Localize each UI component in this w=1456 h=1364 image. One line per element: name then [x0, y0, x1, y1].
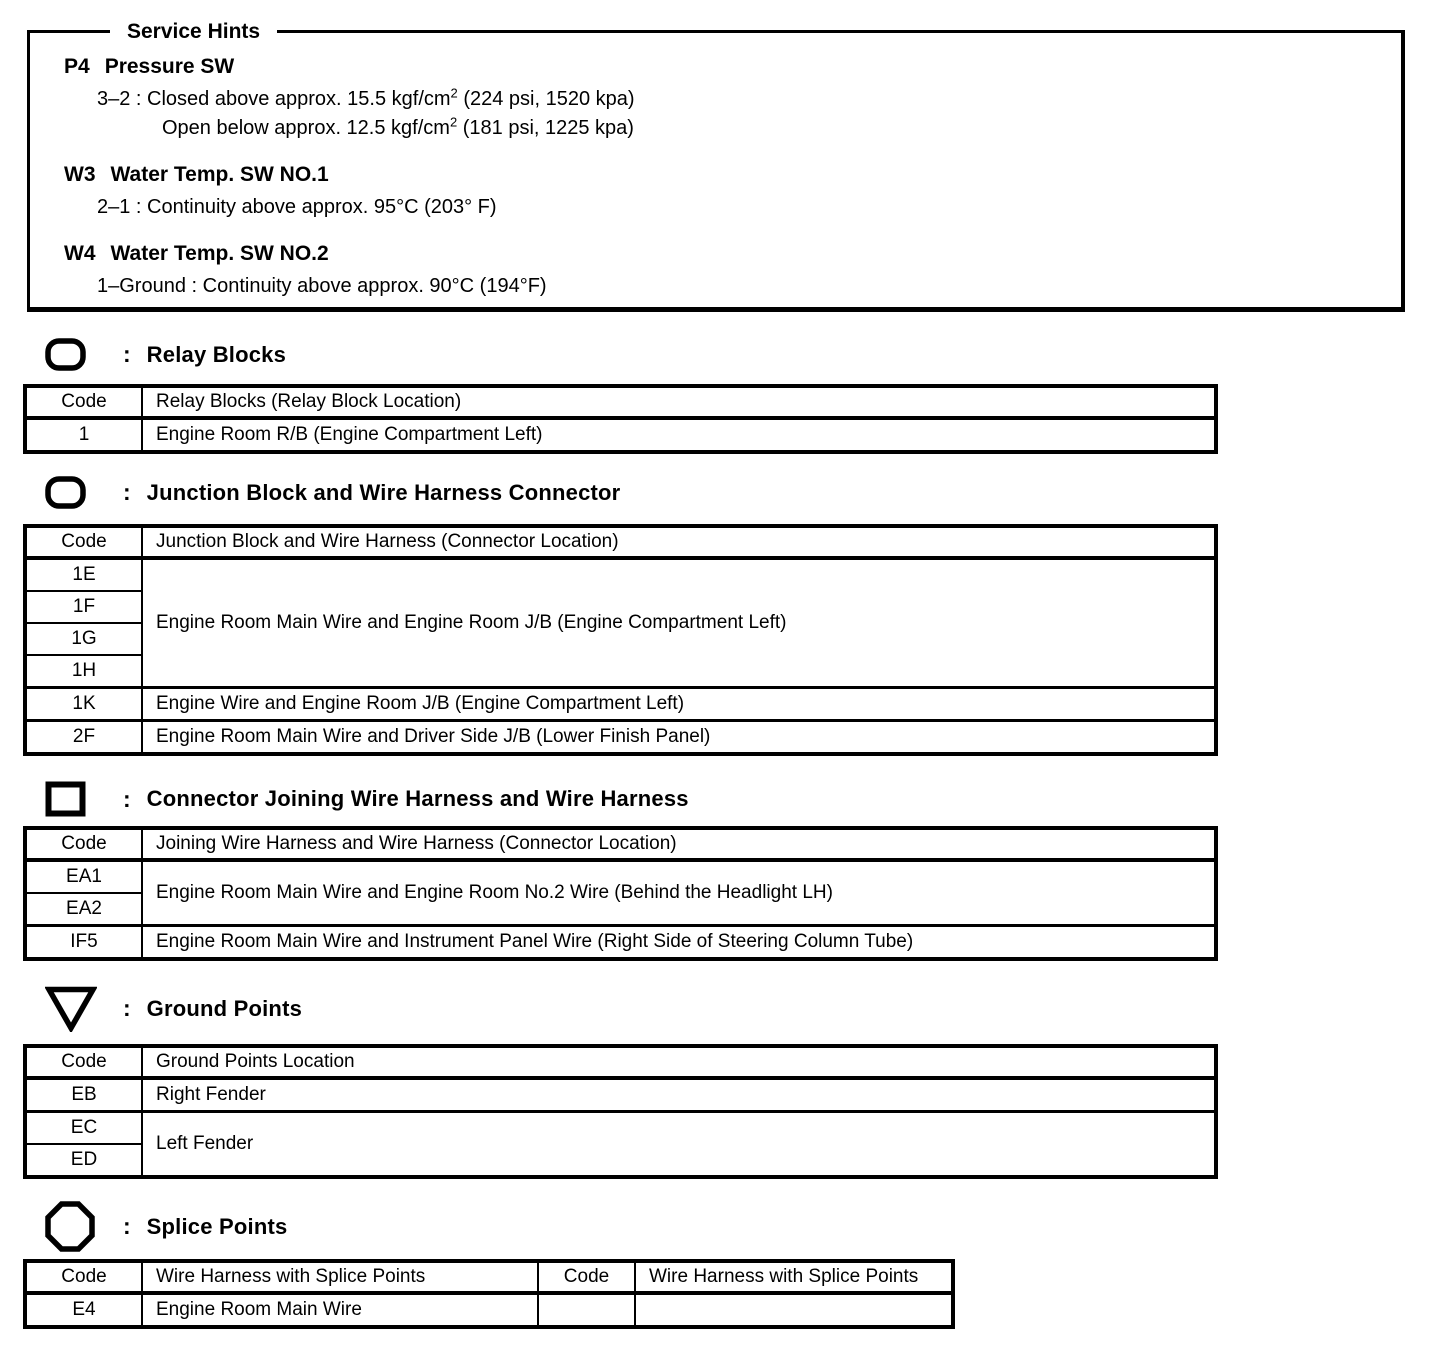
hint-item — [64, 240, 1401, 301]
section-title: Splice Points — [146, 1213, 288, 1239]
section-heading — [45, 1201, 1456, 1252]
colon-separator: : — [123, 1213, 131, 1239]
description-cell: Engine Room Main Wire and Engine Room No.2 Wire (Behind the Headlight LH) — [142, 860, 1216, 926]
code-cell: IF5 — [25, 926, 142, 960]
code-cell: 1E — [25, 558, 142, 591]
colon-separator: : — [123, 479, 131, 505]
table-row — [25, 860, 1216, 893]
table-row — [25, 926, 1216, 960]
table-row — [25, 1293, 953, 1327]
column-header: Wire Harness with Splice Points — [635, 1261, 953, 1293]
column-header: Code — [25, 1046, 142, 1078]
section-title: Junction Block and Wire Harness Connector — [146, 479, 621, 505]
table-row — [25, 1112, 1216, 1145]
code-cell: 2F — [25, 721, 142, 755]
section-title: Relay Blocks — [146, 341, 287, 367]
hint-line: Open below approx. 12.5 kgf/$cm^2$ (181 psi, 1225 kpa) — [162, 114, 634, 139]
section-heading — [45, 338, 1456, 371]
service-hints-title: Service Hints — [110, 18, 277, 46]
code-cell: EA1 — [25, 860, 142, 893]
hint-code: W4 — [64, 242, 96, 265]
hint-line: 2–1 : Continuity above approx. 95°C (203° F) — [97, 196, 497, 218]
section-connector-joining — [0, 781, 1456, 961]
description-cell: Engine Room R/B (Engine Compartment Left) — [142, 418, 1216, 452]
section-junction-block — [0, 476, 1456, 756]
description-cell: Engine Room Main Wire and Instrument Panel Wire (Right Side of Steering Column Tube) — [142, 926, 1216, 960]
section-heading — [45, 476, 1456, 509]
header-row — [25, 386, 1216, 418]
header-row — [25, 1261, 953, 1293]
code-cell: EC — [25, 1112, 142, 1145]
service-hints-content — [64, 53, 1401, 301]
description-cell: Engine Wire and Engine Room J/B (Engine Compartment Left) — [142, 688, 1216, 721]
code-cell: EA2 — [25, 893, 142, 926]
service-hints-box — [27, 20, 1405, 312]
hint-line: 1–Ground : Continuity above approx. 90°C (194°F) — [97, 275, 547, 297]
colon-separator: : — [123, 785, 131, 812]
header-row — [25, 1046, 1216, 1078]
junction-block-table — [23, 524, 1218, 756]
table-row — [25, 418, 1216, 452]
column-header: Relay Blocks (Relay Block Location) — [142, 386, 1216, 418]
hint-code: P4 — [64, 55, 90, 78]
column-header: Code — [25, 828, 142, 860]
description-cell: Left Fender — [142, 1112, 1216, 1178]
section-title: Connector Joining Wire Harness and Wire Harness — [146, 786, 689, 811]
hint-code: W3 — [64, 163, 96, 186]
section-relay-blocks — [0, 338, 1456, 454]
column-header: Code — [25, 386, 142, 418]
column-header: Ground Points Location — [142, 1046, 1216, 1078]
table-row — [25, 721, 1216, 755]
section-title: Ground Points — [146, 995, 303, 1021]
triangle-down-icon — [45, 985, 97, 1032]
hint-name: Water Temp. SW NO.1 — [110, 163, 329, 186]
code-cell: 1 — [25, 418, 142, 452]
code-cell: ED — [25, 1144, 142, 1177]
colon-separator: : — [123, 341, 131, 367]
square-icon — [45, 781, 97, 817]
code-cell — [538, 1293, 635, 1327]
header-row — [25, 526, 1216, 558]
header-row — [25, 828, 1216, 860]
relay-blocks-table — [23, 384, 1218, 454]
page-root — [0, 20, 1456, 1364]
ground-points-table — [23, 1044, 1218, 1179]
table-row — [25, 1078, 1216, 1112]
hint-item — [64, 53, 1401, 143]
rounded-rect-icon — [45, 476, 97, 509]
splice-points-table — [23, 1259, 955, 1329]
code-cell: 1K — [25, 688, 142, 721]
description-cell: Engine Room Main Wire and Engine Room J/B (Engine Compartment Left) — [142, 558, 1216, 688]
description-cell: Engine Room Main Wire — [142, 1293, 538, 1327]
section-splice-points — [0, 1201, 1456, 1329]
column-header: Wire Harness with Splice Points — [142, 1261, 538, 1293]
section-heading — [45, 985, 1456, 1032]
code-cell: 1H — [25, 655, 142, 688]
column-header: Junction Block and Wire Harness (Connector Location) — [142, 526, 1216, 558]
description-cell: Right Fender — [142, 1078, 1216, 1112]
hint-heading — [64, 161, 1401, 188]
code-cell: E4 — [25, 1293, 142, 1327]
colon-separator: : — [123, 995, 131, 1021]
rounded-rect-icon — [45, 338, 97, 371]
description-cell — [635, 1293, 953, 1327]
hint-line: 3–2 : Closed above approx. 15.5 kgf/$cm^2$ (224 psi, 1520 kpa) — [97, 85, 635, 110]
section-ground-points — [0, 985, 1456, 1179]
column-header: Code — [25, 526, 142, 558]
octagon-icon — [45, 1201, 97, 1252]
symbol-legend-sections — [0, 338, 1456, 1329]
hint-item — [64, 161, 1401, 222]
code-cell: 1G — [25, 623, 142, 655]
column-header: Code — [538, 1261, 635, 1293]
column-header: Joining Wire Harness and Wire Harness (Connector Location) — [142, 828, 1216, 860]
section-heading — [45, 781, 1456, 817]
code-cell: 1F — [25, 591, 142, 623]
description-cell: Engine Room Main Wire and Driver Side J/B (Lower Finish Panel) — [142, 721, 1216, 755]
hint-heading — [64, 240, 1401, 267]
hint-name: Pressure SW — [104, 55, 235, 78]
connector-joining-table — [23, 826, 1218, 961]
table-row — [25, 558, 1216, 591]
hint-heading — [64, 53, 1401, 80]
code-cell: EB — [25, 1078, 142, 1112]
table-row — [25, 688, 1216, 721]
column-header: Code — [25, 1261, 142, 1293]
hint-name: Water Temp. SW NO.2 — [110, 242, 329, 265]
